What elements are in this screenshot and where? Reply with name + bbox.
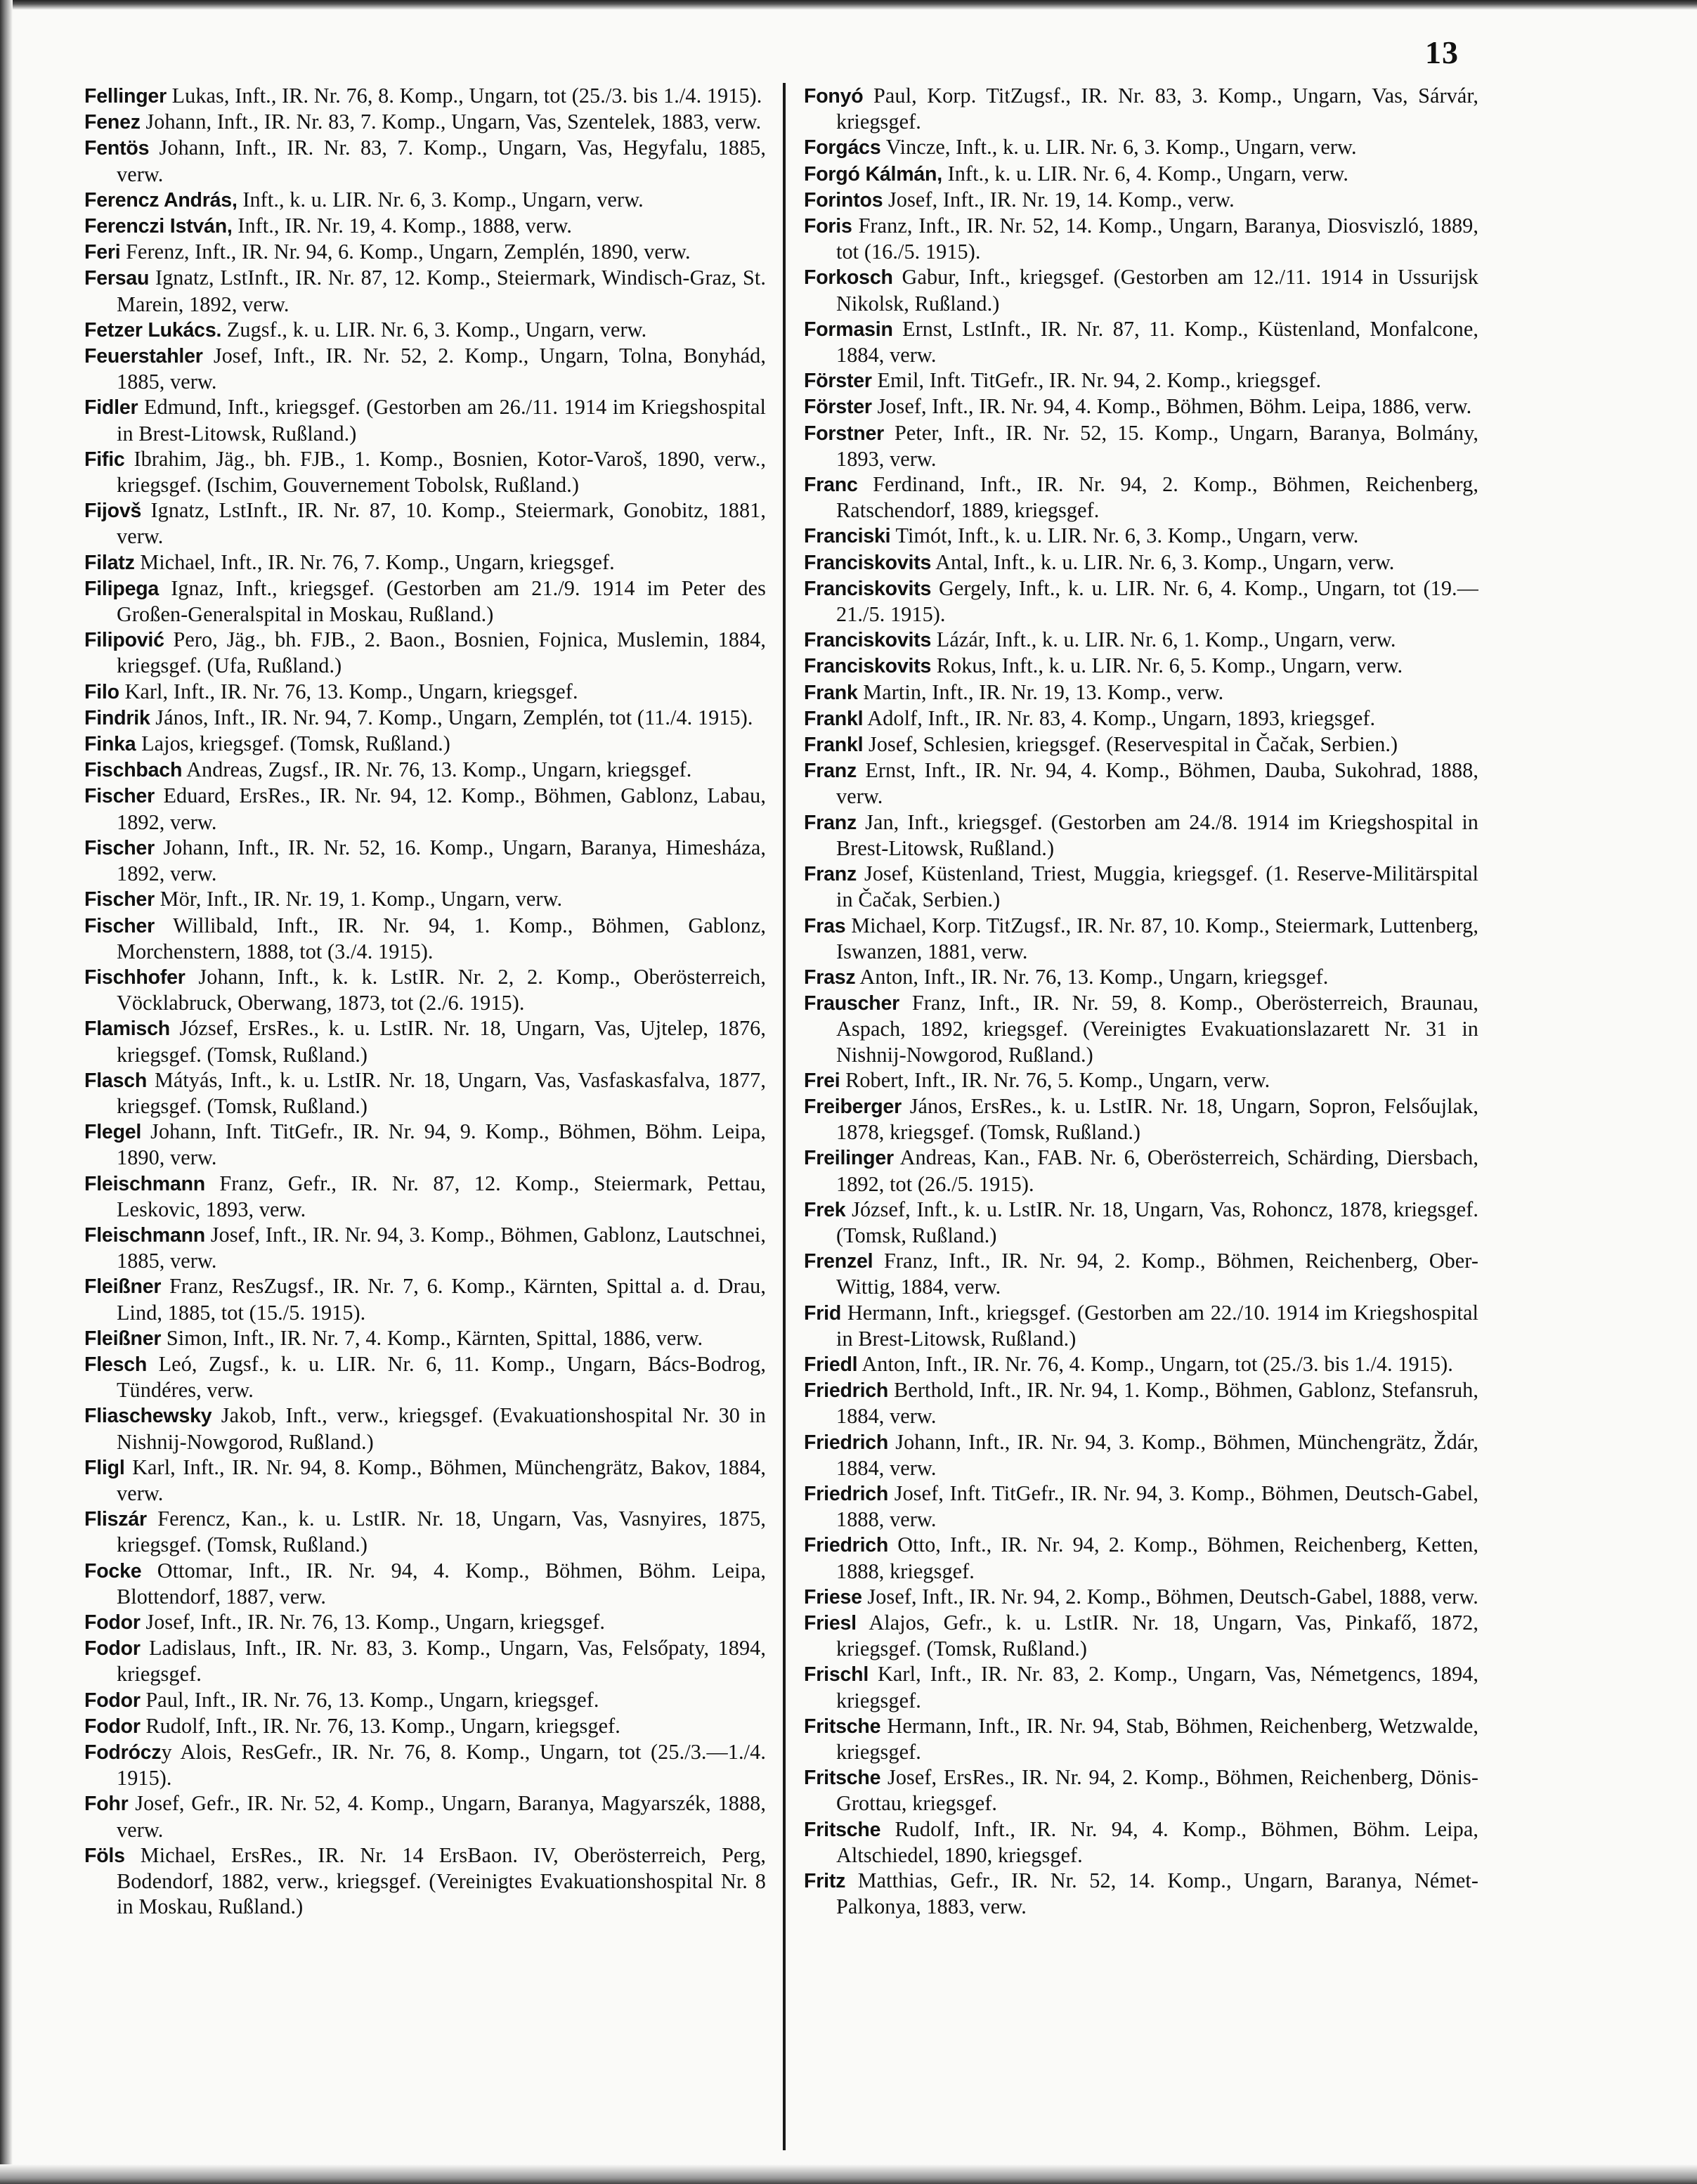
entry-surname: Fritsche [804, 1818, 881, 1841]
entry-surname: Focke [84, 1559, 142, 1582]
list-entry [804, 1610, 1478, 1661]
list-entry [804, 420, 1478, 472]
entry-surname: Fliaschewsky [84, 1405, 212, 1428]
entry-surname: Formasin [804, 318, 893, 341]
entry-surname: Fohr [84, 1793, 129, 1816]
entry-details: Matthias, Gefr., IR. Nr. 52, 14. Komp., Ungarn, Baranya, Német-Palkonya, 1883, verw. [836, 1868, 1478, 1919]
entry-surname: Filipović [84, 629, 164, 652]
list-entry [84, 1273, 766, 1325]
list-entry [804, 1351, 1478, 1377]
list-entry [804, 1764, 1478, 1816]
list-entry [804, 576, 1478, 627]
entry-surname: Franz [804, 760, 857, 783]
entry-details: Leó, Zugsf., k. u. LIR. Nr. 6, 11. Komp., Ungarn, Bács-Bodrog, Tündéres, verw. [117, 1351, 766, 1403]
entry-surname: Franciskovits [804, 655, 932, 678]
entry-details: Otto, Inft., IR. Nr. 94, 2. Komp., Böhmen, Reichenberg, Ketten, 1888, kriegsgef. [836, 1533, 1478, 1583]
list-entry [84, 1609, 766, 1635]
entry-surname: Flesch [84, 1353, 148, 1376]
list-entry [84, 757, 766, 783]
list-entry [84, 394, 766, 446]
list-entry [804, 1481, 1478, 1532]
entry-surname: Franciskovits [804, 577, 932, 600]
entry-details: Gergely, Inft., k. u. LIR. Nr. 6, 4. Komp., Ungarn, tot (19.—21./5. 1915). [836, 576, 1478, 627]
list-entry [84, 1635, 766, 1686]
entry-surname: Filatz [84, 551, 135, 574]
entry-details: Ferencz, Kan., k. u. LstIR. Nr. 18, Ungarn, Vas, Vasnyires, 1875, kriegsgef. (Tomsk, Rußland.) [117, 1507, 766, 1557]
page-number: 13 [1425, 34, 1459, 70]
list-entry [804, 990, 1478, 1067]
list-entry [84, 1790, 766, 1842]
entry-surname: Frischl [804, 1663, 869, 1686]
entry-surname: Fischer [84, 836, 155, 859]
entry-surname: Forstner [804, 422, 885, 445]
entry-details: Inft., k. u. LIR. Nr. 6, 3. Komp., Ungarn, verw. [237, 187, 644, 212]
list-entry [804, 523, 1478, 549]
entry-surname: Fodor [84, 1689, 141, 1712]
entry-details: Michael, Inft., IR. Nr. 76, 7. Komp., Ungarn, kriegsgef. [134, 550, 615, 574]
list-entry [804, 316, 1478, 368]
entry-details: Josef, Küstenland, Triest, Muggia, kriegsgef. (1. Reserve-Militärspital in Čačak, Serbien.) [836, 862, 1478, 912]
entry-details: Adolf, Inft., IR. Nr. 83, 4. Komp., Ungarn, 1893, kriegsgef. [863, 706, 1376, 730]
entry-details: József, ErsRes., k. u. LstIR. Nr. 18, Ungarn, Vas, Ujtelep, 1876, kriegsgef. (Tomsk, Rußland.) [117, 1016, 766, 1067]
entry-details: Johann, Inft., IR. Nr. 83, 7. Komp., Ungarn, Vas, Szentelek, 1883, verw. [140, 110, 762, 134]
entry-details: Franz, Gefr., IR. Nr. 87, 12. Komp., Steiermark, Pettau, Leskovic, 1893, verw. [117, 1171, 766, 1221]
list-entry [84, 1842, 766, 1920]
entry-details: Josef, Inft., IR. Nr. 19, 14. Komp., verw. [883, 187, 1235, 212]
list-entry [804, 1067, 1478, 1093]
entry-surname: Franz [804, 811, 857, 834]
entry-details: Karl, Inft., IR. Nr. 76, 13. Komp., Ungarn, kriegsgef. [119, 679, 578, 703]
list-entry [804, 1713, 1478, 1764]
entry-surname: Fleischmann [84, 1223, 206, 1247]
entry-surname: Forgó Kálmán, [804, 162, 942, 186]
entry-details: y Alois, ResGefr., IR. Nr. 76, 8. Komp., Ungarn, tot (25./3.—1./4. 1915). [117, 1740, 766, 1790]
entry-surname: Flegel [84, 1121, 142, 1144]
entry-details: Josef, ErsRes., IR. Nr. 94, 2. Komp., Böhmen, Reichenberg, Dönis-Grottau, kriegsgef. [836, 1765, 1478, 1816]
list-entry [804, 550, 1478, 576]
entry-surname: Feuerstahler [84, 345, 203, 368]
entry-details: Mátyás, Inft., k. u. LstIR. Nr. 18, Ungarn, Vas, Vasfaskasfalva, 1877, kriegsgef. (Tomsk, Rußland.) [117, 1067, 766, 1118]
entry-surname: Fleißner [84, 1275, 162, 1299]
entry-surname: Fenez [84, 111, 141, 134]
list-entry [804, 758, 1478, 809]
list-entry [84, 1222, 766, 1273]
entry-surname: Fodrócz [84, 1741, 162, 1764]
list-entry [804, 1429, 1478, 1481]
scan-edge-left [0, 0, 13, 2184]
entry-details: Paul, Korp. TitZugsf., IR. Nr. 83, 3. Komp., Ungarn, Vas, Sárvár, kriegsgef. [836, 84, 1478, 134]
entry-surname: Franciski [804, 525, 891, 548]
entry-details: Eduard, ErsRes., IR. Nr. 94, 12. Komp., Böhmen, Gablonz, Labau, 1892, verw. [117, 784, 766, 834]
entry-surname: Fischbach [84, 759, 183, 782]
list-entry [804, 472, 1478, 523]
entry-details: Michael, ErsRes., IR. Nr. 14 ErsBaon. IV, Oberösterreich, Perg, Bodendorf, 1882, verw., kriegsgef. (Vereinigtes Evakuationshospital Nr. 8 in Moskau, Rußland.) [117, 1842, 766, 1919]
entry-details: Robert, Inft., IR. Nr. 76, 5. Komp., Ungarn, verw. [840, 1067, 1270, 1092]
entry-surname: Frek [804, 1198, 846, 1221]
scan-edge-bottom [0, 2164, 1697, 2184]
entry-surname: Fific [84, 448, 125, 471]
list-entry [804, 732, 1478, 758]
list-entry [804, 213, 1478, 264]
entry-surname: Frei [804, 1069, 840, 1092]
entry-surname: Flasch [84, 1069, 148, 1092]
list-entry [84, 83, 766, 109]
entry-details: Lajos, kriegsgef. (Tomsk, Rußland.) [136, 732, 450, 756]
list-entry [84, 498, 766, 549]
entry-details: Martin, Inft., IR. Nr. 19, 13. Komp., verw. [857, 680, 1224, 704]
entry-surname: Fodor [84, 1611, 141, 1634]
list-entry [84, 343, 766, 394]
list-entry [84, 187, 766, 213]
entry-details: Johann, Inft., k. k. LstIR. Nr. 2, 2. Komp., Oberösterreich, Vöcklabruck, Oberwang, 1873, tot (2./6. 1915). [117, 964, 766, 1015]
list-entry [804, 1816, 1478, 1868]
entry-surname: Frasz [804, 966, 856, 989]
list-entry [804, 627, 1478, 653]
entry-surname: Fentös [84, 137, 150, 160]
list-entry [804, 1868, 1478, 1919]
entry-details: Ibrahim, Jäg., bh. FJB., 1. Komp., Bosnien, Kotor-Varoš, 1890, verw., kriegsgef. (Ischim, Gouvernement Tobolsk, Rußland.) [117, 446, 766, 498]
entry-details: Gabur, Inft., kriegsgef. (Gestorben am 12./11. 1914 in Ussurijsk Nikolsk, Rußland.) [836, 265, 1478, 316]
entry-surname: Feri [84, 241, 121, 264]
entry-details: Lukas, Inft., IR. Nr. 76, 8. Komp., Ungarn, tot (25./3. bis 1./4. 1915). [166, 84, 762, 108]
entry-surname: Foris [804, 215, 852, 238]
list-entry [804, 1093, 1478, 1145]
list-entry [804, 706, 1478, 732]
entry-details: Mör, Inft., IR. Nr. 19, 1. Komp., Ungarn, verw. [154, 887, 563, 911]
entry-details: Andreas, Zugsf., IR. Nr. 76, 13. Komp., Ungarn, kriegsgef. [182, 758, 692, 782]
entry-surname: Franz [804, 863, 857, 886]
entry-surname: Fritz [804, 1870, 846, 1893]
entry-details: Rudolf, Inft., IR. Nr. 94, 4. Komp., Böhmen, Böhm. Leipa, Altschiedel, 1890, kriegsgef. [836, 1816, 1478, 1867]
entry-surname: Franc [804, 474, 858, 497]
list-entry [804, 1248, 1478, 1299]
list-entry [84, 1325, 766, 1351]
list-entry [84, 265, 766, 316]
list-entry [84, 731, 766, 757]
entry-details: József, Inft., k. u. LstIR. Nr. 18, Ungarn, Vas, Rohoncz, 1878, kriegsgef. (Tomsk, Rußland.) [836, 1197, 1478, 1247]
entry-surname: Föls [84, 1844, 125, 1867]
entry-details: Josef, Inft. TitGefr., IR. Nr. 94, 3. Komp., Böhmen, Deutsch-Gabel, 1888, verw. [836, 1481, 1478, 1532]
list-entry [84, 1687, 766, 1713]
entry-details: Ferenz, Inft., IR. Nr. 94, 6. Komp., Ungarn, Zemplén, 1890, verw. [120, 240, 691, 264]
list-entry [84, 1739, 766, 1790]
entry-details: Rudolf, Inft., IR. Nr. 76, 13. Komp., Ungarn, kriegsgef. [140, 1713, 620, 1738]
list-entry [84, 1351, 766, 1403]
entry-details: Ferdinand, Inft., IR. Nr. 94, 2. Komp., Böhmen, Reichenberg, Ratschendorf, 1889, kriegsgef. [836, 472, 1478, 523]
entry-surname: Fritsche [804, 1715, 881, 1738]
entry-surname: Friese [804, 1585, 862, 1608]
entry-surname: Filipega [84, 577, 160, 600]
list-entry [84, 964, 766, 1015]
entry-surname: Fischer [84, 785, 155, 808]
entry-surname: Freiberger [804, 1095, 902, 1118]
list-entry [84, 446, 766, 498]
entry-details: János, Inft., IR. Nr. 94, 7. Komp., Ungarn, Zemplén, tot (11./4. 1915). [150, 705, 753, 729]
entry-details: Lázár, Inft., k. u. LIR. Nr. 6, 1. Komp., Ungarn, verw. [931, 628, 1396, 652]
entry-surname: Franciskovits [804, 551, 932, 574]
list-entry [84, 317, 766, 343]
list-entry [84, 886, 766, 912]
entry-details: Josef, Inft., IR. Nr. 94, 4. Komp., Böhmen, Böhm. Leipa, 1886, verw. [871, 394, 1472, 419]
entry-details: Inft., IR. Nr. 19, 4. Komp., 1888, verw. [232, 214, 573, 238]
entry-details: Johann, Inft., IR. Nr. 83, 7. Komp., Ungarn, Vas, Hegyfalu, 1885, verw. [117, 136, 766, 186]
entry-surname: Fischer [84, 888, 155, 911]
list-entry [804, 134, 1478, 160]
list-entry [84, 239, 766, 265]
entry-surname: Fijovš [84, 500, 142, 523]
entry-surname: Ferencz András, [84, 188, 238, 212]
entry-surname: Filo [84, 680, 119, 703]
entry-surname: Franciskovits [804, 629, 932, 652]
entry-details: Hermann, Inft., IR. Nr. 94, Stab, Böhmen, Reichenberg, Wetzwalde, kriegsgef. [836, 1713, 1478, 1764]
entry-surname: Fleischmann [84, 1172, 206, 1195]
entry-details: Ignatz, LstInft., IR. Nr. 87, 12. Komp., Steiermark, Windisch-Graz, St. Marein, 1892, verw. [117, 266, 766, 316]
list-entry [84, 1119, 766, 1170]
entry-surname: Friedl [804, 1353, 858, 1376]
list-entry [84, 550, 766, 576]
entry-surname: Fetzer Lukács. [84, 318, 222, 342]
entry-details: Johann, Inft. TitGefr., IR. Nr. 94, 9. Komp., Böhmen, Böhm. Leipa, 1890, verw. [117, 1119, 766, 1170]
entry-details: Josef, Inft., IR. Nr. 52, 2. Komp., Ungarn, Tolna, Bonyhád, 1885, verw. [117, 344, 766, 394]
entry-details: Timót, Inft., k. u. LIR. Nr. 6, 3. Komp., Ungarn, verw. [890, 524, 1359, 548]
entry-details: Karl, Inft., IR. Nr. 83, 2. Komp., Ungarn, Vas, Németgencs, 1894, kriegsgef. [836, 1662, 1478, 1712]
entry-surname: Ferenczi István, [84, 215, 233, 238]
list-entry [804, 861, 1478, 912]
entry-details: Paul, Inft., IR. Nr. 76, 13. Komp., Ungarn, kriegsgef. [140, 1687, 599, 1712]
list-entry [84, 576, 766, 627]
entry-surname: Fonyó [804, 85, 864, 108]
entry-surname: Frenzel [804, 1250, 873, 1273]
entry-details: Andreas, Kan., FAB. Nr. 6, Oberösterreich, Schärding, Diersbach, 1892, tot (26./5. 1915). [836, 1145, 1478, 1196]
entry-details: Franz, ResZugsf., IR. Nr. 7, 6. Komp., Kärnten, Spittal a. d. Drau, Lind, 1885, tot (15./5. 1915). [117, 1274, 766, 1325]
entry-surname: Fligl [84, 1456, 125, 1479]
list-entry [804, 964, 1478, 990]
list-entry [804, 1584, 1478, 1610]
entry-details: Josef, Inft., IR. Nr. 94, 2. Komp., Böhmen, Deutsch-Gabel, 1888, verw. [861, 1584, 1478, 1608]
right-column [804, 83, 1478, 2149]
entry-details: Hermann, Inft., kriegsgef. (Gestorben am 22./10. 1914 im Kriegshospital in Brest-Litowsk, Rußland.) [836, 1300, 1478, 1351]
entry-surname: Frid [804, 1301, 842, 1325]
list-entry [804, 187, 1478, 213]
entry-surname: Freilinger [804, 1147, 894, 1170]
entry-details: Edmund, Inft., kriegsgef. (Gestorben am 26./11. 1914 im Kriegshospital in Brest-Litowsk, Rußland.) [117, 395, 766, 446]
list-entry [84, 1506, 766, 1557]
entry-surname: Forgács [804, 136, 881, 160]
entry-details: Ottomar, Inft., IR. Nr. 94, 4. Komp., Böhmen, Böhm. Leipa, Blottendorf, 1887, verw. [117, 1558, 766, 1608]
list-entry [804, 161, 1478, 187]
entry-surname: Fischer [84, 914, 155, 937]
entry-surname: Forkosch [804, 266, 893, 290]
list-entry [84, 627, 766, 678]
entry-details: Jan, Inft., kriegsgef. (Gestorben am 24./8. 1914 im Kriegshospital in Brest-Litowsk, Rußland.) [836, 810, 1478, 860]
list-entry [84, 835, 766, 886]
list-entry [84, 1455, 766, 1506]
list-entry [84, 1171, 766, 1222]
list-entry [804, 1300, 1478, 1351]
entry-surname: Findrik [84, 706, 150, 729]
list-entry [84, 213, 766, 239]
entry-details: Zugsf., k. u. LIR. Nr. 6, 3. Komp., Ungarn, verw. [221, 317, 647, 342]
list-entry [84, 135, 766, 186]
entry-details: Alajos, Gefr., k. u. LstIR. Nr. 18, Ungarn, Vas, Pinkafő, 1872, kriegsgef. (Tomsk, Rußland.) [836, 1610, 1478, 1661]
entry-surname: Frank [804, 681, 858, 704]
list-entry [804, 1145, 1478, 1196]
entry-details: Michael, Korp. TitZugsf., IR. Nr. 87, 10. Komp., Steiermark, Luttenberg, Iswanzen, 1881, verw. [836, 913, 1478, 963]
list-entry [84, 705, 766, 731]
entry-details: Anton, Inft., IR. Nr. 76, 4. Komp., Ungarn, tot (25./3. bis 1./4. 1915). [857, 1351, 1453, 1376]
entry-surname: Fodor [84, 1715, 141, 1738]
list-entry [84, 1558, 766, 1609]
entry-details: Ernst, Inft., IR. Nr. 94, 4. Komp., Böhmen, Dauba, Sukohrad, 1888, verw. [836, 758, 1478, 809]
entry-details: Ignaz, Inft., kriegsgef. (Gestorben am 21./9. 1914 im Peter des Großen-Generalspital in Moskau, Rußland.) [117, 576, 766, 627]
entry-details: Ignatz, LstInft., IR. Nr. 87, 10. Komp., Steiermark, Gonobitz, 1881, verw. [117, 498, 766, 549]
list-entry [84, 913, 766, 964]
entry-surname: Fleißner [84, 1327, 162, 1350]
entry-surname: Friedrich [804, 1379, 889, 1403]
list-entry [804, 264, 1478, 316]
entry-surname: Fischhofer [84, 966, 186, 989]
list-entry [804, 1661, 1478, 1712]
list-entry [804, 810, 1478, 861]
entry-details: Josef, Inft., IR. Nr. 94, 3. Komp., Böhmen, Gablonz, Lautschnei, 1885, verw. [117, 1222, 766, 1273]
list-entry [804, 394, 1478, 420]
entry-surname: Flamisch [84, 1018, 170, 1041]
list-entry [84, 109, 766, 135]
entry-details: Jakob, Inft., verw., kriegsgef. (Evakuationshospital Nr. 30 in Nishnij-Nowgorod, Rußland.) [117, 1403, 766, 1454]
entry-details: Simon, Inft., IR. Nr. 7, 4. Komp., Kärnten, Spittal, 1886, verw. [161, 1325, 703, 1350]
list-entry [804, 680, 1478, 706]
entry-details: Berthold, Inft., IR. Nr. 94, 1. Komp., Böhmen, Gablonz, Stefansruh, 1884, verw. [836, 1378, 1478, 1429]
entry-surname: Frankl [804, 707, 864, 730]
list-entry [84, 1713, 766, 1739]
entry-details: Anton, Inft., IR. Nr. 76, 13. Komp., Ungarn, kriegsgef. [855, 964, 1329, 989]
entry-surname: Finka [84, 733, 136, 756]
entry-details: Inft., k. u. LIR. Nr. 6, 4. Komp., Ungarn, verw. [942, 161, 1349, 186]
entry-details: Josef, Gefr., IR. Nr. 52, 4. Komp., Ungarn, Baranya, Magyarszék, 1888, verw. [117, 1791, 766, 1842]
entry-surname: Förster [804, 370, 872, 393]
column-divider [783, 83, 786, 2150]
entry-details: Peter, Inft., IR. Nr. 52, 15. Komp., Ungarn, Baranya, Bolmány, 1893, verw. [836, 420, 1478, 471]
entry-surname: Frauscher [804, 992, 900, 1015]
entry-details: Ernst, LstInft., IR. Nr. 87, 11. Komp., Küstenland, Monfalcone, 1884, verw. [836, 316, 1478, 368]
list-entry [804, 913, 1478, 964]
left-column [84, 83, 766, 2149]
scan-edge-top [0, 0, 1697, 10]
entry-surname: Friedrich [804, 1431, 889, 1454]
list-entry [84, 783, 766, 834]
entry-details: Josef, Schlesien, kriegsgef. (Reservespital in Čačak, Serbien.) [863, 732, 1398, 757]
entry-surname: Friedrich [804, 1482, 889, 1505]
entry-details: János, ErsRes., k. u. LstIR. Nr. 18, Ungarn, Sopron, Felsőujlak, 1878, kriegsgef. (Tomsk, Rußland.) [836, 1093, 1478, 1145]
entry-surname: Fodor [84, 1637, 141, 1660]
entry-surname: Fliszár [84, 1508, 147, 1531]
list-entry [804, 1197, 1478, 1248]
entry-surname: Förster [804, 396, 872, 419]
entry-details: Johann, Inft., IR. Nr. 52, 16. Komp., Ungarn, Baranya, Himesháza, 1892, verw. [117, 835, 766, 886]
entry-details: Rokus, Inft., k. u. LIR. Nr. 6, 5. Komp., Ungarn, verw. [931, 654, 1403, 678]
entry-surname: Friesl [804, 1611, 857, 1634]
entry-surname: Fras [804, 914, 846, 937]
list-entry [84, 679, 766, 705]
entry-details: Franz, Inft., IR. Nr. 94, 2. Komp., Böhmen, Reichenberg, Ober-Wittig, 1884, verw. [836, 1249, 1478, 1299]
entry-surname: Fellinger [84, 85, 167, 108]
entry-surname: Frankl [804, 734, 864, 757]
entry-details: Franz, Inft., IR. Nr. 52, 14. Komp., Ungarn, Baranya, Diosviszló, 1889, tot (16./5. 1915). [836, 214, 1478, 264]
entry-details: Emil, Inft. TitGefr., IR. Nr. 94, 2. Komp., kriegsgef. [871, 368, 1322, 393]
list-entry [804, 1377, 1478, 1429]
entry-details: Pero, Jäg., bh. FJB., 2. Baon., Bosnien, Fojnica, Muslemin, 1884, kriegsgef. (Ufa, Rußland.) [117, 628, 766, 678]
list-entry [84, 1067, 766, 1119]
entry-details: Ladislaus, Inft., IR. Nr. 83, 3. Komp., Ungarn, Vas, Felsőpaty, 1894, kriegsgef. [117, 1636, 766, 1686]
entry-details: Johann, Inft., IR. Nr. 94, 3. Komp., Böhmen, Münchengrätz, Ždár, 1884, verw. [836, 1429, 1478, 1480]
entry-details: Josef, Inft., IR. Nr. 76, 13. Komp., Ungarn, kriegsgef. [140, 1609, 605, 1634]
entry-details: Willibald, Inft., IR. Nr. 94, 1. Komp., Böhmen, Gablonz, Morchenstern, 1888, tot (3./4. 1915). [117, 913, 766, 963]
entry-details: Antal, Inft., k. u. LIR. Nr. 6, 3. Komp., Ungarn, verw. [931, 550, 1395, 574]
list-entry [84, 1403, 766, 1454]
entry-details: Franz, Inft., IR. Nr. 59, 8. Komp., Oberösterreich, Braunau, Aspach, 1892, kriegsgef. (Vereinigtes Evakuationslazarett Nr. 31 in Nishnij-Nowgorod, Rußland.) [836, 991, 1478, 1067]
entry-surname: Friedrich [804, 1534, 889, 1557]
entry-surname: Forintos [804, 188, 883, 212]
entry-surname: Fidler [84, 396, 138, 420]
list-entry [804, 1532, 1478, 1583]
entry-surname: Fersau [84, 267, 150, 290]
list-entry [804, 653, 1478, 679]
entry-details: Vincze, Inft., k. u. LIR. Nr. 6, 3. Komp., Ungarn, verw. [880, 135, 1357, 160]
entry-details: Karl, Inft., IR. Nr. 94, 8. Komp., Böhmen, Münchengrätz, Bakov, 1884, verw. [117, 1455, 766, 1505]
list-entry [84, 1015, 766, 1067]
entry-surname: Fritsche [804, 1767, 881, 1790]
list-entry [804, 83, 1478, 134]
list-entry [804, 368, 1478, 394]
